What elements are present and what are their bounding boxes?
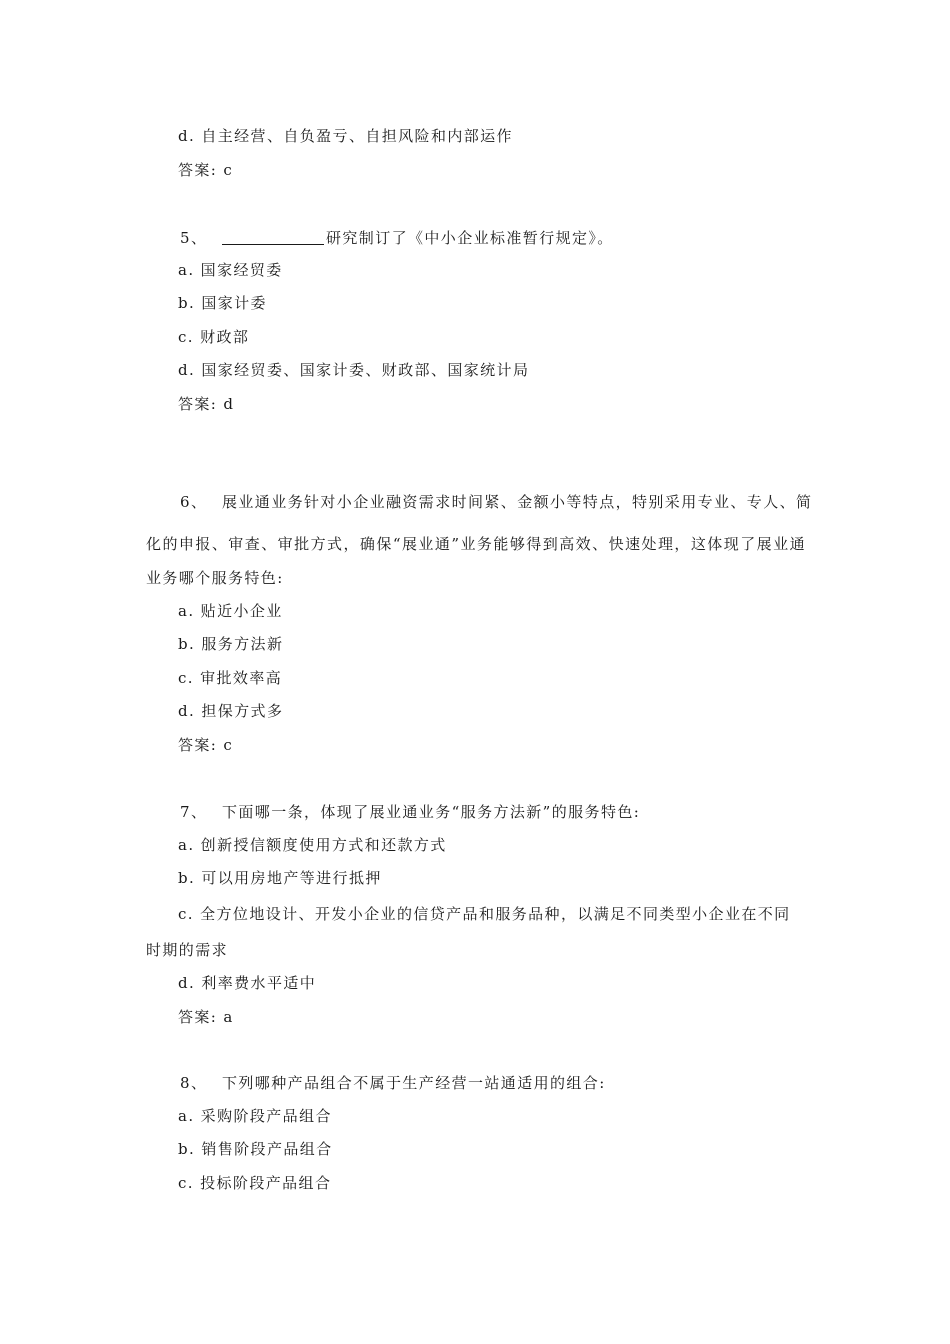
q8-option-a: a. 采购阶段产品组合 — [178, 1107, 332, 1125]
q7-option-c: c. 全方位地设计、开发小企业的信贷产品和服务品种，以满足不同类型小企业在不同 — [178, 905, 791, 923]
q5-option-b: b. 国家计委 — [178, 294, 267, 312]
fill-in-blank — [222, 229, 324, 245]
question-number: 6、 — [180, 493, 208, 511]
q6-option-a: a. 贴近小企业 — [178, 602, 283, 620]
q5-option-c: c. 财政部 — [178, 328, 250, 346]
question-number: 7、 — [180, 803, 208, 821]
q4-answer: 答案: c — [178, 161, 234, 179]
q7-option-d: d. 利率费水平适中 — [178, 974, 317, 992]
q7-stem — [0, 802, 950, 822]
q8-option-c: c. 投标阶段产品组合 — [178, 1174, 332, 1192]
question-number: 8、 — [180, 1074, 208, 1092]
q6-option-c: c. 审批效率高 — [178, 669, 283, 687]
q6-stem-line2: 化的申报、审查、审批方式，确保“展业通”业务能够得到高效、快速处理，这体现了展业通 — [146, 535, 806, 553]
question-number: 5、 — [180, 229, 208, 247]
q5-stem — [0, 228, 950, 248]
question-text: 研究制订了《中小企业标准暂行规定》。 — [326, 229, 614, 247]
q7-answer: 答案: a — [178, 1008, 234, 1026]
q8-stem — [0, 1073, 950, 1093]
q6-stem-line3: 业务哪个服务特色: — [146, 569, 284, 587]
question-text: 展业通业务针对小企业融资需求时间紧、金额小等特点，特别采用专业、专人、简 — [222, 493, 813, 511]
q6-answer: 答案: c — [178, 736, 234, 754]
q4-option-d: d. 自主经营、自负盈亏、自担风险和内部运作 — [178, 127, 513, 145]
q5-option-d: d. 国家经贸委、国家计委、财政部、国家统计局 — [178, 361, 530, 379]
q7-option-a: a. 创新授信额度使用方式和还款方式 — [178, 836, 447, 854]
q5-answer: 答案: d — [178, 395, 235, 413]
q7-option-c-continued: 时期的需求 — [146, 941, 229, 959]
question-text: 下列哪种产品组合不属于生产经营一站通适用的组合: — [222, 1074, 606, 1092]
q6-option-d: d. 担保方式多 — [178, 702, 284, 720]
q8-option-b: b. 销售阶段产品组合 — [178, 1140, 333, 1158]
q6-option-b: b. 服务方法新 — [178, 635, 284, 653]
q7-option-b: b. 可以用房地产等进行抵押 — [178, 869, 382, 887]
q5-option-a: a. 国家经贸委 — [178, 261, 283, 279]
q6-stem-line1 — [0, 492, 950, 512]
question-text: 下面哪一条，体现了展业通业务“服务方法新”的服务特色: — [222, 803, 641, 821]
